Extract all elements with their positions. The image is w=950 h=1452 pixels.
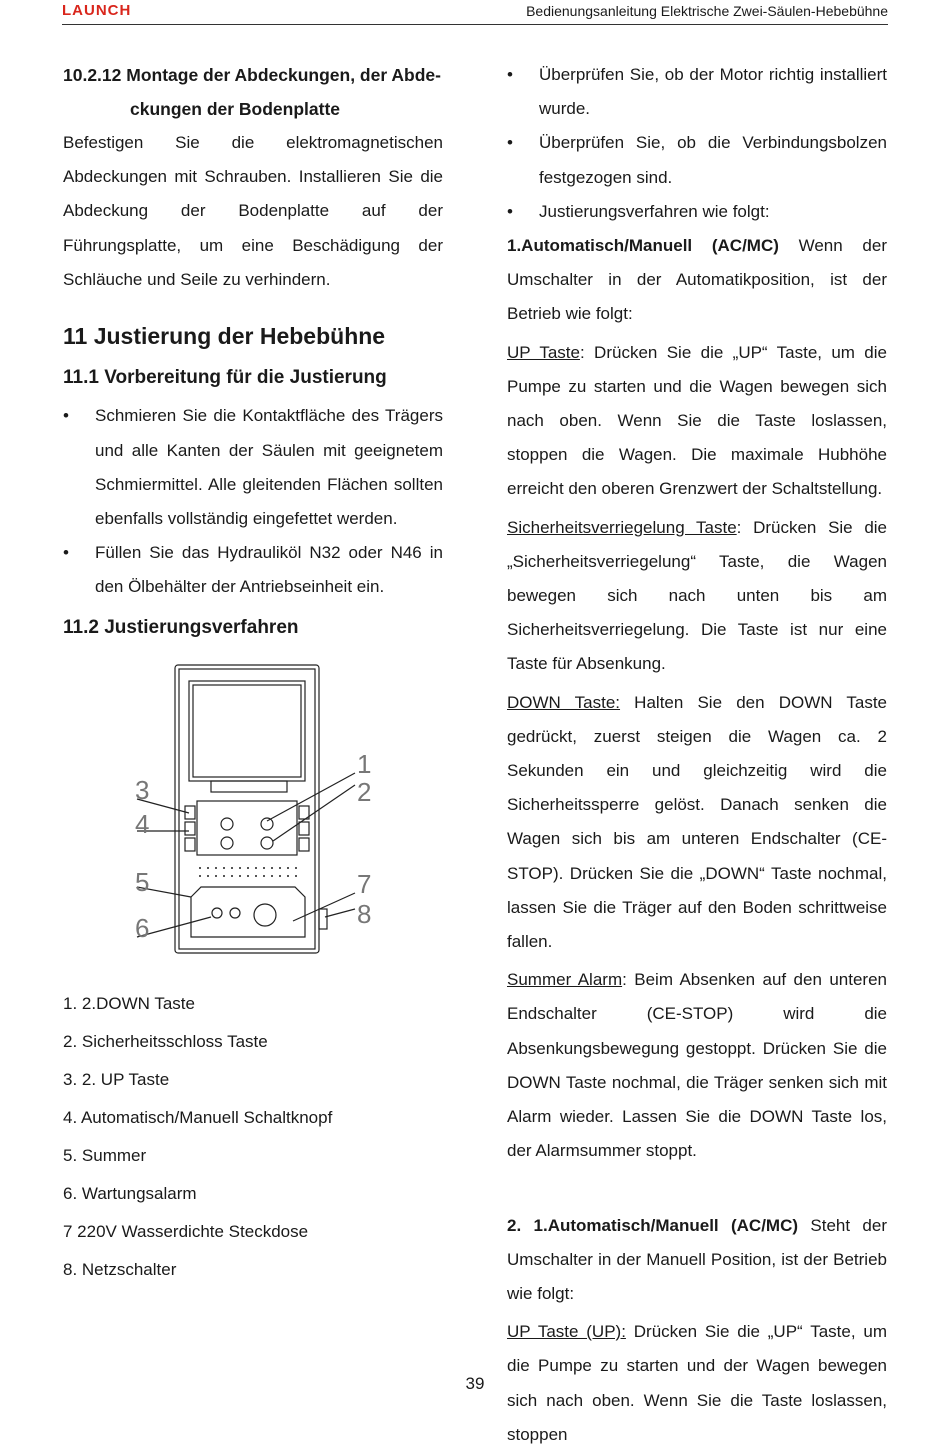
chapter-heading-11: 11 Justierung der Hebebühne [63,323,386,350]
list-item: • Justierungsverfahren wie folgt: [507,195,887,229]
figure-legend [63,985,443,1289]
figure-label-4: 4 [135,808,150,839]
section-heading-11-2: 11.2 Justierungsverfahren [63,616,299,638]
figure-label-6: 6 [135,912,150,943]
legend-item: 7 220V Wasserdichte Steckdose [63,1221,309,1241]
control-box-figure [129,661,389,971]
page-number: 39 [465,1374,485,1393]
figure-label-8: 8 [357,898,372,929]
legend-item: 2. Sicherheitsschloss Taste [63,1031,268,1051]
legend-item: 8. Netzschalter [63,1259,177,1279]
legend-item: 6. Wartungsalarm [63,1183,197,1203]
up-key-paragraph: UP Taste: Drücken Sie die „UP“ Taste, um die Pumpe zu starten und die Wagen bewegen sich nach oben. Wenn Sie die Taste loslassen, stoppen die Wagen. Die maximale Hubhöhe erreicht den oberen Grenzwert der Schaltstellung. [507,342,887,499]
list-item: • Überprüfen Sie, ob die Verbindungsbolzen festgezogen sind. [507,126,887,194]
list-item: • Überprüfen Sie, ob der Motor richtig installiert wurde. [507,58,887,126]
figure-label-5: 5 [135,866,150,897]
legend-item: 4. Automatisch/Manuell Schaltknopf [63,1107,333,1127]
figure-label-7: 7 [357,868,372,899]
legend-item: 5. Summer [63,1145,147,1165]
control-box-drawing [129,661,389,971]
section-heading-11-1: 11.1 Vorbereitung für die Justierung [63,367,387,389]
manual-mode-paragraph: 2. 1.Automatisch/Manuell (AC/MC) Steht der Umschalter in der Manuell Position, ist der Betrieb wie folgt: [507,1215,887,1303]
launch-logo: LAUNCH [62,2,132,19]
figure-label-2: 2 [357,776,372,807]
figure-label-3: 3 [135,774,150,805]
legend-item: 1. 2.DOWN Taste [63,993,195,1013]
section-text-cover-mounting: Befestigen Sie die elektromagnetischen Abdeckungen mit Schrauben. Installieren Sie die Abdeckung der Bodenplatte auf der Führungsplatte, um eine Beschädigung der Schläuche und Seile zu verhindern. [63,133,443,289]
buzzer-alarm-paragraph: Summer Alarm: Beim Absenken auf den unteren Endschalter (CE-STOP) wird die Absenkungsbewegung gestoppt. Drücken Sie die DOWN Taste nochmal, die Träger senken sich mit Alarm wieder. Lassen Sie die DOWN Taste los, der Alarmsummer stoppt. [507,970,887,1161]
safety-lock-paragraph: Sicherheitsverriegelung Taste: Drücken Sie die „Sicherheitsverriegelung“ Taste, die Wagen bewegen sich nach unten bis am Sicherheitsverriegelung. Die Taste ist nur eine Taste für Absenkung. [507,517,888,674]
check-list [507,58,887,229]
auto-mode-paragraph: 1.Automatisch/Manuell (AC/MC) Wenn der Umschalter in der Automatikposition, ist der Betrieb wie folgt: [507,236,887,324]
preparation-list [63,399,443,604]
page-header [62,0,888,25]
list-item: • Füllen Sie das Hydrauliköl N32 oder N46 in den Ölbehälter der Antriebseinheit ein. [63,536,443,604]
left-column [63,58,443,1289]
section-heading-10-2-12: 10.2.12 Montage der Abdeckungen, der Abde- ckungen der Bodenplatte [63,65,441,119]
figure-label-1: 1 [357,748,372,779]
list-item: • Schmieren Sie die Kontaktfläche des Trägers und alle Kanten der Säulen mit geeignetem Schmiermittel. Alle gleitenden Flächen sollten ebenfalls vollständig eingefettet werden. [63,399,443,536]
right-column [507,58,887,1452]
legend-item: 3. 2. UP Taste [63,1069,170,1089]
down-key-paragraph: DOWN Taste: Halten Sie den DOWN Taste gedrückt, zuerst steigen die Wagen ca. 2 Sekunden ein und gleichzeitig wird die Sicherheitssperre gelöst. Danach senken die Wagen sich bis am unteren Endschalter (CE-STOP). Drücken Sie die „DOWN“ Taste nochmal, lassen Sie die Träger auf den Boden schrittweise fallen. [507,692,888,952]
header-title: Bedienungsanleitung Elektrische Zwei-Säulen-Hebebühne [526,3,888,19]
manual-up-paragraph: UP Taste (UP): Drücken Sie die „UP“ Taste, um die Pumpe zu starten und der Wagen bewegen sich nach oben. Wenn Sie die Taste loslassen, stoppen [507,1322,887,1444]
